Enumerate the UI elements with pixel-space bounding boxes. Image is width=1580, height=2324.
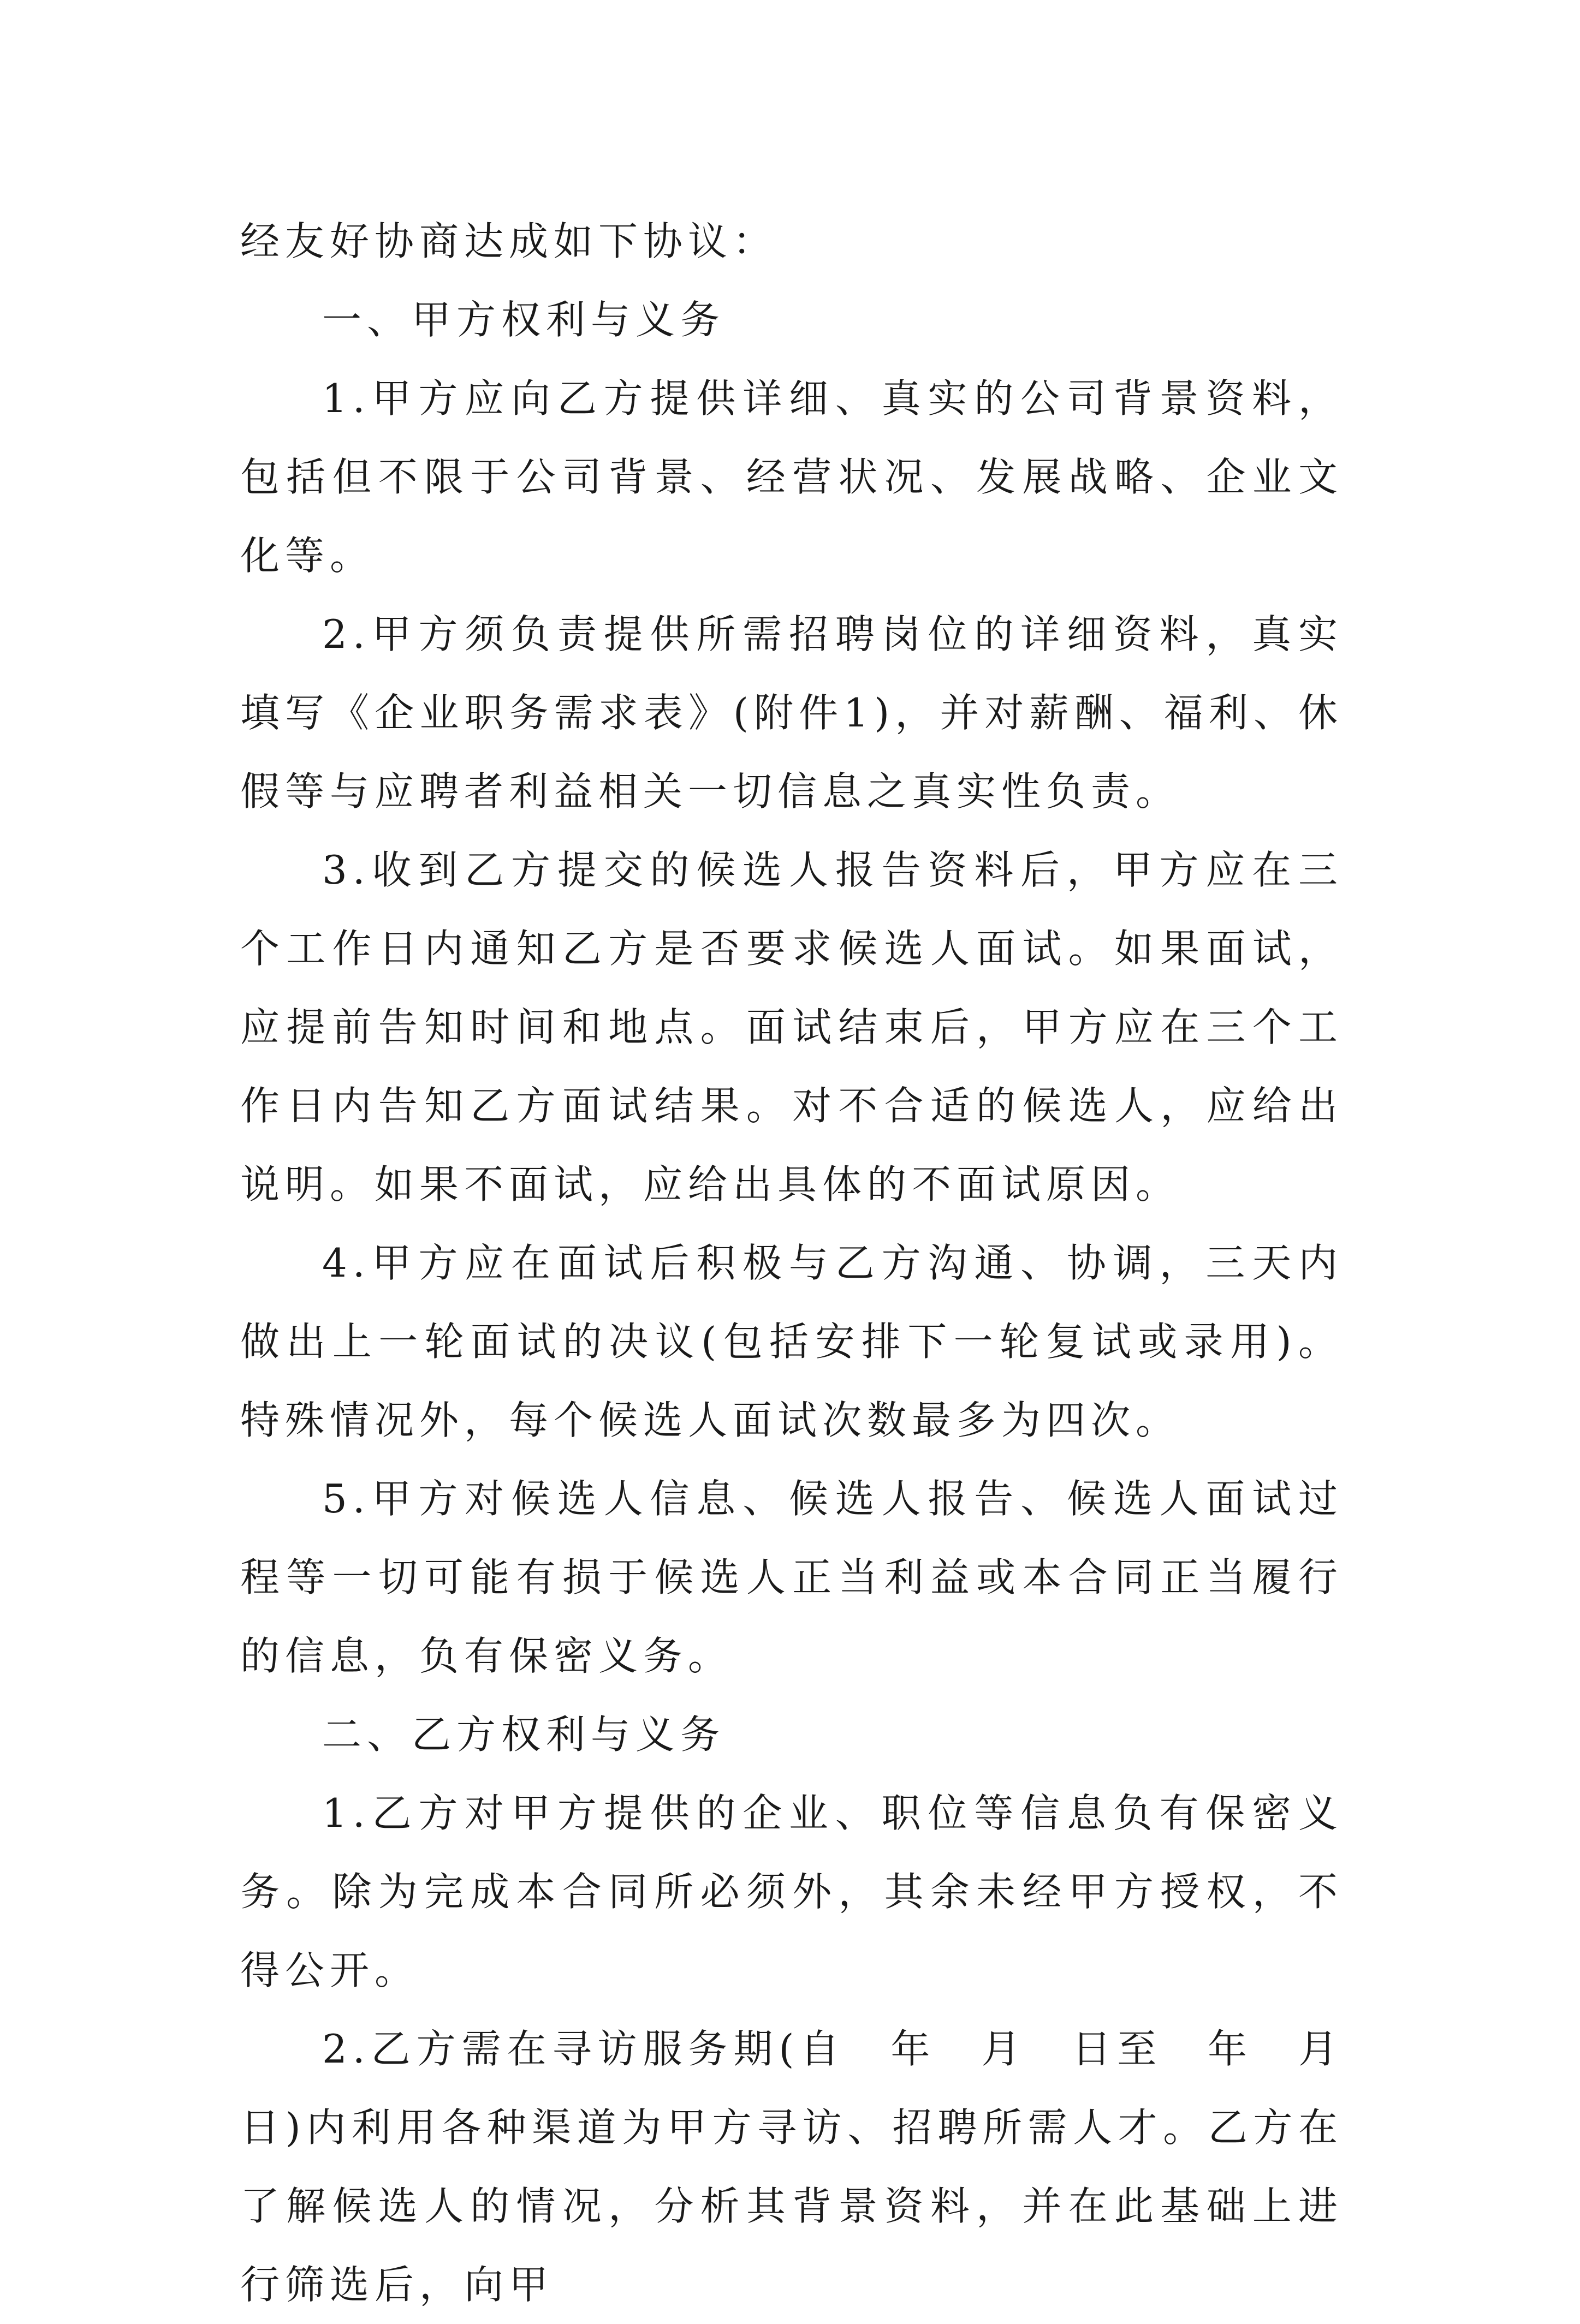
intro-paragraph: 经友好协商达成如下协议： (240, 218, 778, 264)
section-1-item-5: 5.甲方对候选人信息、候选人报告、候选人面试过程等一切可能有损于候选人正当利益或本合同正当履行的信息，负有保密义务。 (240, 1476, 1343, 1679)
section-1-item-2: 2.甲方须负责提供所需招聘岗位的详细资料，真实填写《企业职务需求表》(附件1)，并对薪酬、福利、休假等与应聘者利益相关一切信息之真实性负责。 (240, 611, 1343, 814)
section-2-item-1: 1.乙方对甲方提供的企业、职位等信息负有保密义务。除为完成本合同所必须外，其余未经甲方授权，不得公开。 (240, 1790, 1343, 1993)
section-1-item-4: 4.甲方应在面试后积极与乙方沟通、协调，三天内做出上一轮面试的决议(包括安排下一轮复试或录用)。特殊情况外，每个候选人面试次数最多为四次。 (240, 1240, 1343, 1443)
section-1-item-3: 3.收到乙方提交的候选人报告资料后，甲方应在三个工作日内通知乙方是否要求候选人面试。如果面试，应提前告知时间和地点。面试结束后，甲方应在三个工作日内告知乙方面试结果。对不合适的候选人，应给出说明。如果不面试，应给出具体的不面试原因。 (240, 847, 1343, 1207)
section-1-item-1: 1.甲方应向乙方提供详细、真实的公司背景资料，包括但不限于公司背景、经营状况、发展战略、企业文化等。 (240, 376, 1343, 579)
section-1-heading: 一、甲方权利与义务 (322, 297, 726, 343)
section-2-item-2: 2.乙方需在寻访服务期(自 年 月 日至 年 月 日)内利用各种渠道为甲方寻访、招聘所需人才。乙方在了解候选人的情况，分析其背景资料，并在此基础上进行筛选后，向甲 (240, 2026, 1388, 2308)
section-2-heading: 二、乙方权利与义务 (322, 1712, 726, 1757)
document-body (240, 202, 1388, 2324)
